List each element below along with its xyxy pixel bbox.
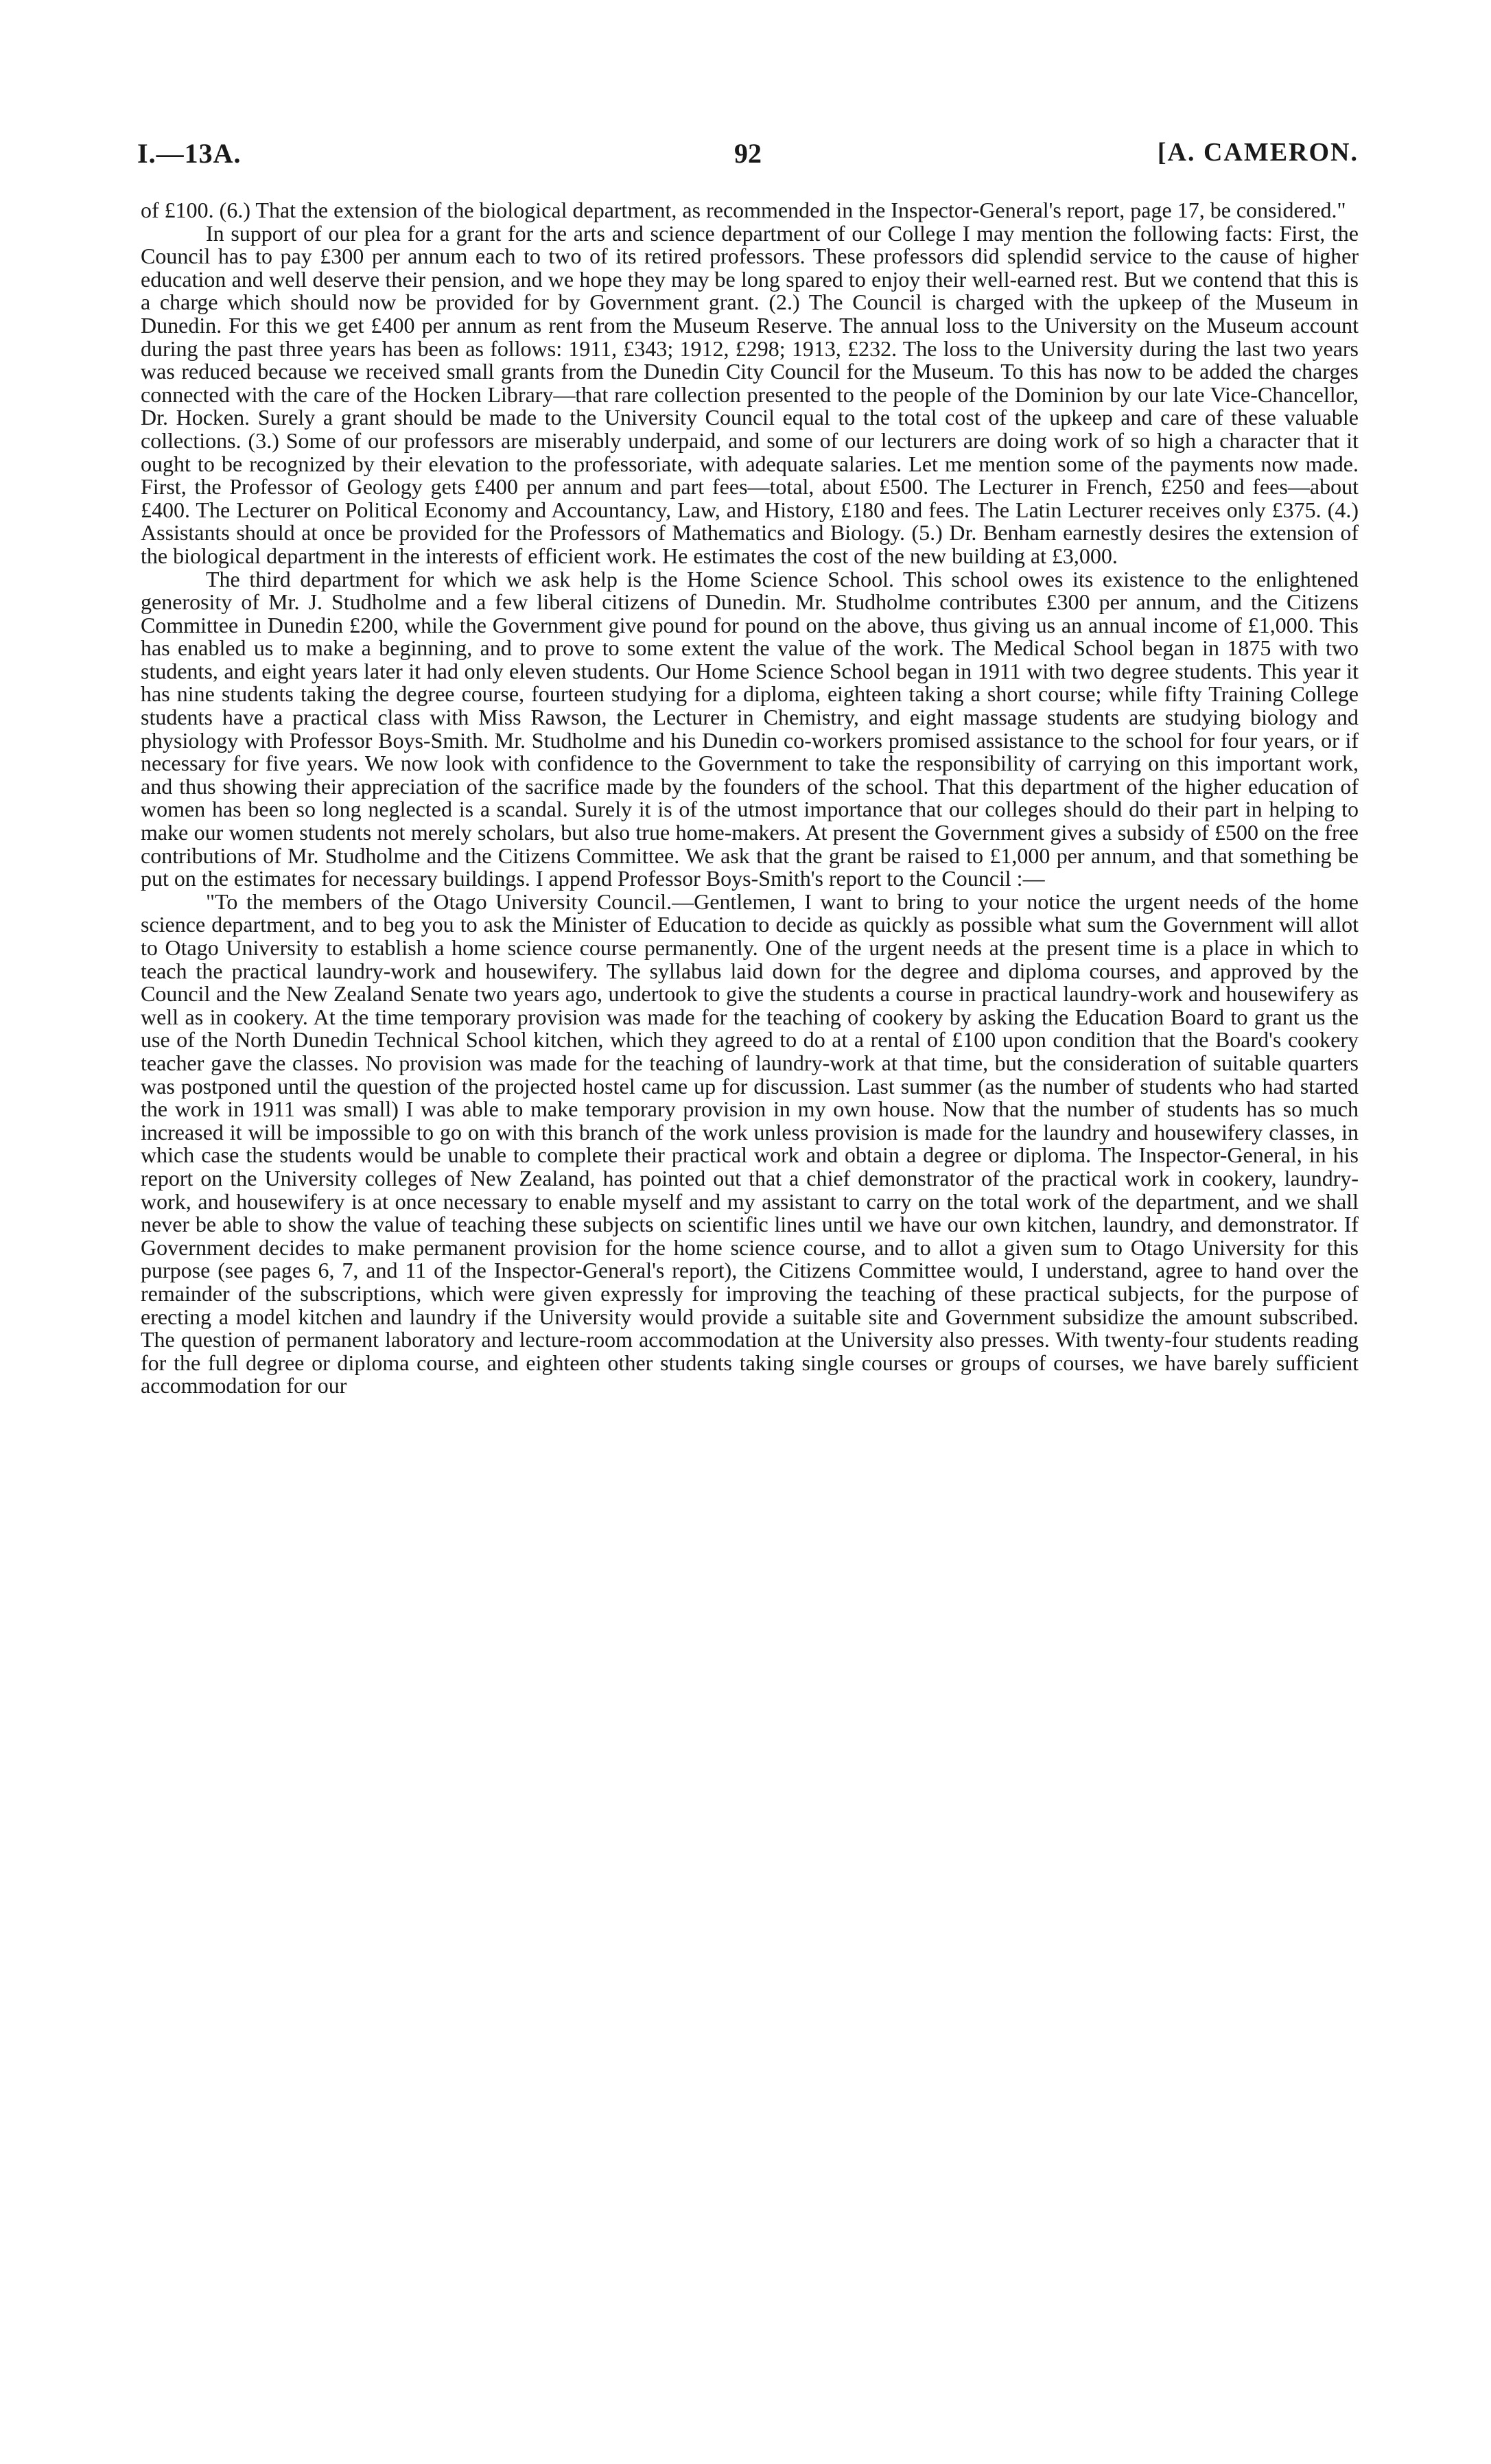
page-number: 92: [734, 138, 762, 169]
paragraph-boys-smith-report: "To the members of the Otago University Council.—Gentlemen, I want to bring to your notice the urgent needs of the home science department, and to beg you to ask the Minister of Education to decide as quickly as possible what sum the Government will allot to Otago University to establish a home science course permanently. One of the urgent needs at the present time is a place in which to teach the practical laundry-work and housewifery. The syllabus laid down for the degree and diploma courses, and approved by the Council and the New Zealand Senate two years ago, undertook to give the students a course in practical laundry-work and housewifery as well as in cookery. At the time temporary provision was made for the teaching of cookery by asking the Education Board to grant us the use of the North Dunedin Technical School kitchen, which they agreed to do at a rental of £100 upon condition that the Board's cookery teacher gave the classes. No provision was made for the teaching of laundry-work at that time, but the consideration of suitable quarters was postponed until the question of the projected hostel came up for discussion. Last summer (as the number of students who had started the work in 1911 was small) I was able to make temporary provision in my own house. Now that the number of students has so much increased it will be impossible to go on with this branch of the work unless provision is made for the laundry and housewifery classes, in which case the students would be unable to complete their practical work and obtain a degree or diploma. The Inspector-General, in his report on the University colleges of New Zealand, has pointed out that a chief demonstrator of the practical work in cookery, laundry-work, and housewifery is at once necessary to enable myself and my assistant to carry on the total work of the department, and we shall never be able to show the value of teaching these subjects on scientific lines until we have our own kitchen, laundry, and demonstrator. If Government decides to make permanent provision for the home science course, and to allot a given sum to Otago University for this purpose (see pages 6, 7, and 11 of the Inspector-General's report), the Citizens Committee would, I understand, agree to hand over the remainder of the subscriptions, which were given expressly for improving the teaching of these practical subjects, for the purpose of erecting a model kitchen and laundry if the University would provide a suitable site and Government subsidize the amount subscribed. The question of permanent laboratory and lecture-room accommodation at the University also presses. With twenty-four students reading for the full degree or diploma course, and eighteen other students taking single courses or groups of courses, we have barely sufficient accommodation for our: [141, 889, 1359, 1398]
page-header: [137, 137, 1359, 178]
body-text: [141, 199, 1359, 1398]
parliamentary-paper-reference: I.—13A.: [137, 138, 242, 169]
witness-name: [A. CAMERON.: [1157, 138, 1359, 167]
paragraph-continuation: of £100. (6.) That the extension of the biological department, as recommended in the Inspector-General's report, page 17, be considered.": [141, 198, 1346, 222]
paragraph-arts-science-plea: In support of our plea for a grant for the arts and science department of our College I may mention the following facts: First, the Council has to pay £300 per annum each to two of its retired professors. These professors did splendid service to the cause of higher education and well deserve their pension, and we hope they may be long spared to enjoy their well-earned rest. But we contend that this is a charge which should now be provided for by Government grant. (2.) The Council is charged with the upkeep of the Museum in Dunedin. For this we get £400 per annum as rent from the Museum Reserve. The annual loss to the University on the Museum account during the past three years has been as follows: 1911, £343; 1912, £298; 1913, £232. The loss to the University during the last two years was reduced because we received small grants from the Dunedin City Council for the Museum. To this has now to be added the charges connected with the care of the Hocken Library—that rare collection presented to the people of the Dominion by our late Vice-Chancellor, Dr. Hocken. Surely a grant should be made to the University Council equal to the total cost of the upkeep and care of these valuable collections. (3.) Some of our professors are miserably underpaid, and some of our lecturers are doing work of so high a character that it ought to be recognized by their elevation to the professoriate, with adequate salaries. Let me mention some of the payments now made. First, the Professor of Geology gets £400 per annum and part fees—total, about £500. The Lecturer in French, £250 and fees—about £400. The Lecturer on Political Economy and Accountancy, Law, and History, £180 and fees. The Latin Lecturer receives only £375. (4.) Assistants should at once be provided for the Professors of Mathematics and Biology. (5.) Dr. Benham earnestly desires the extension of the biological department in the interests of efficient work. He estimates the cost of the new building at £3,000.: [141, 220, 1359, 568]
paragraph-home-science-school: The third department for which we ask help is the Home Science School. This school owes its existence to the enlightened generosity of Mr. J. Studholme and a few liberal citizens of Dunedin. Mr. Studholme contributes £300 per annum, and the Citizens Committee in Dunedin £200, while the Government give pound for pound on the above, thus giving us an annual income of £1,000. This has enabled us to make a beginning, and to prove to some extent the value of the work. The Medical School began in 1875 with two students, and eight years later it had only eleven students. Our Home Science School began in 1911 with two degree students. This year it has nine students taking the degree course, fourteen studying for a diploma, eighteen taking a short course; while fifty Training College students have a practical class with Miss Rawson, the Lecturer in Chemistry, and eight massage students are studying biology and physiology with Professor Boys-Smith. Mr. Studholme and his Dunedin co-workers promised assistance to the school for four years, or if necessary for five years. We now look with confidence to the Government to take the responsibility of carrying on this important work, and thus showing their appreciation of the sacrifice made by the founders of the school. That this department of the higher education of women has been so long neglected is a scandal. Surely it is of the utmost importance that our colleges should do their part in helping to make our women students not merely scholars, but also true home-makers. At present the Government gives a subsidy of £500 on the free contributions of Mr. Studholme and the Citizens Committee. We ask that the grant be raised to £1,000 per annum, and that something be put on the estimates for necessary buildings. I append Professor Boys-Smith's report to the Council :—: [141, 566, 1359, 891]
